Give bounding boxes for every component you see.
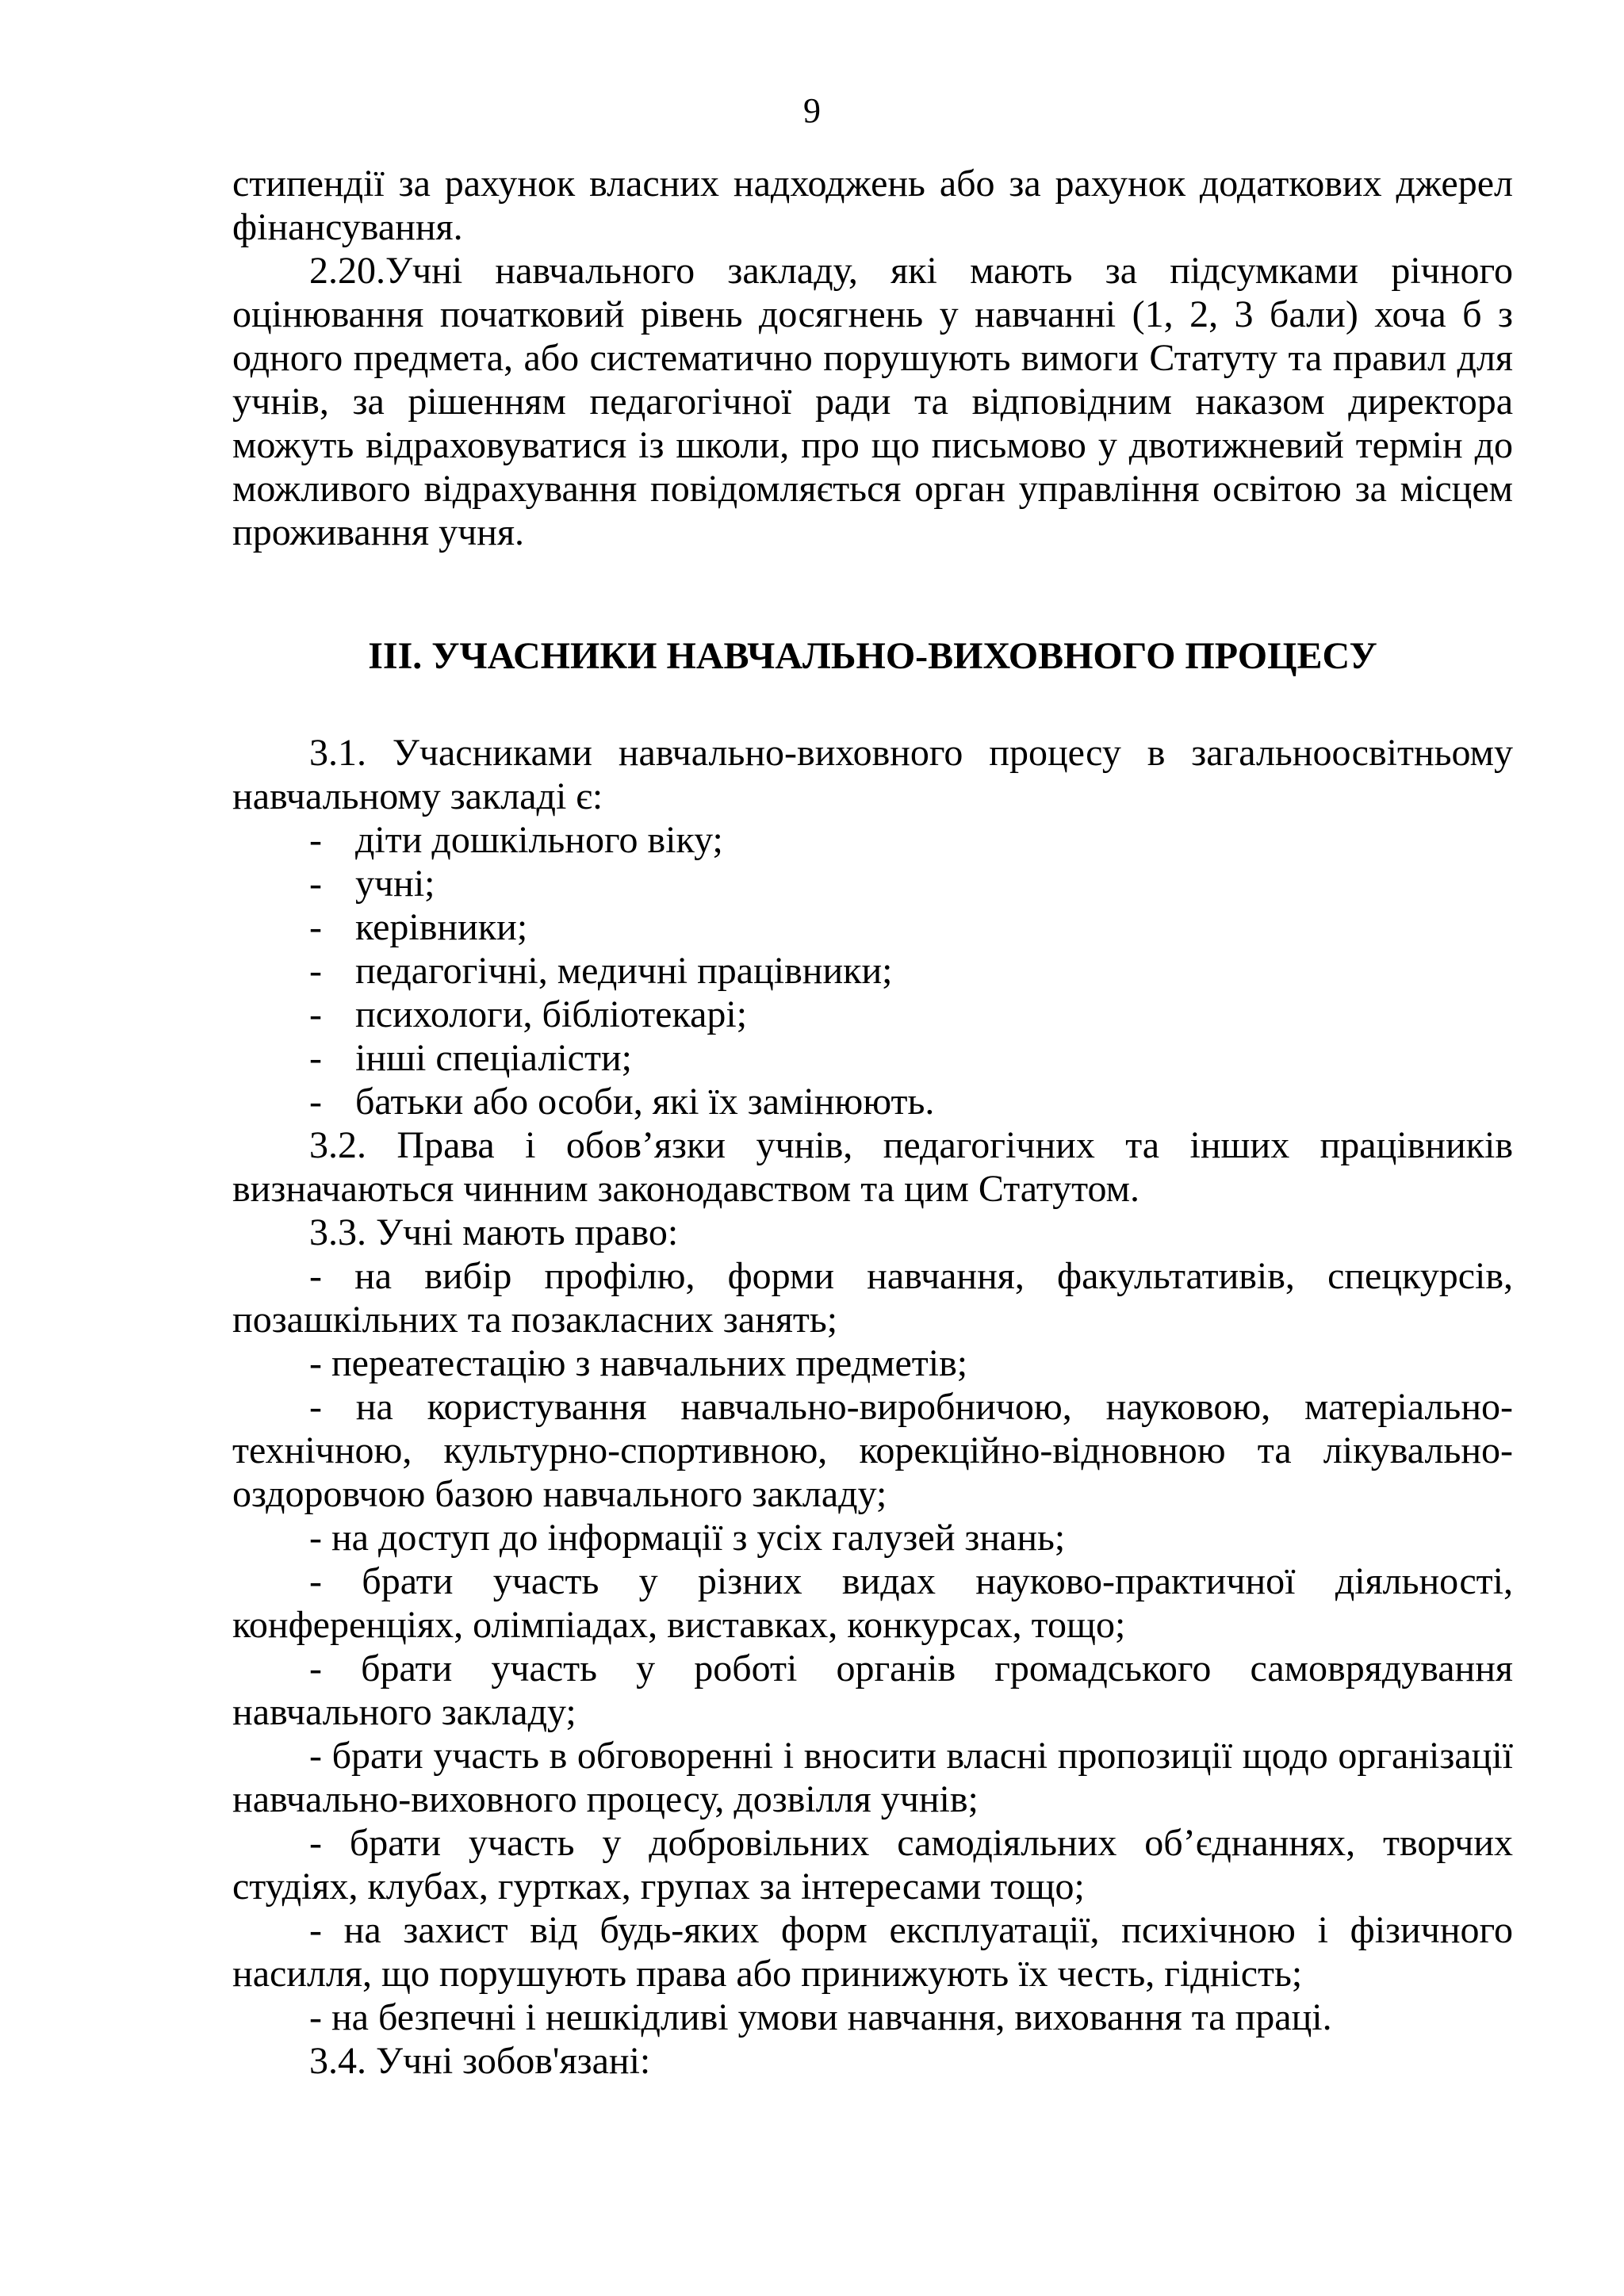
list-item: - керівники; [309, 906, 528, 948]
paragraph-3-2: 3.2. Права і обов’язки учнів, педагогічних та інших працівників визначаються чинним законодавством та цим Статутом. [232, 1124, 1513, 1210]
right-item: - переатестацію з навчальних предметів; [309, 1342, 968, 1384]
right-item: - на доступ до інформації з усіх галузей знань; [309, 1517, 1066, 1559]
section-heading: ІІІ. УЧАСНИКИ НАВЧАЛЬНО-ВИХОВНОГО ПРОЦЕСУ [368, 635, 1377, 677]
page-number: 9 [803, 91, 821, 130]
paragraph-2-20: 2.20.Учні навчального закладу, які мають за підсумками річного оцінювання початковий рівень досягнень у навчанні (1, 2, 3 бали) хоча б з одного предмета, або систематично порушують вимоги Статуту та правил для учнів, за рішенням педагогічної ради та відповідним наказом директора можуть відраховуватися із школи, про що письмово у двотижневий термін до можливого відрахування повідомляється орган управління освітою за місцем проживання учня. [232, 250, 1513, 553]
list-item: - батьки або особи, які їх замінюють. [309, 1081, 935, 1123]
right-item: - на захист від будь-яких форм експлуатації, психічною і фізичного насилля, що порушують права або принижують їх честь, гідність; [232, 1909, 1513, 1995]
paragraph-3-1: 3.1. Учасниками навчально-виховного процесу в загальноосвітньому навчальному закладі є: [232, 732, 1513, 817]
list-item: - учні; [309, 863, 435, 905]
right-item: - брати участь у добровільних самодіяльних об’єднаннях, творчих студіях, клубах, гуртках, групах за інтересами тощо; [232, 1822, 1513, 1908]
right-item: - брати участь у різних видах науково-практичної діяльності, конференціях, олімпіадах, виставках, конкурсах, тощо; [232, 1560, 1513, 1646]
paragraph-3-4: 3.4. Учні зобов'язані: [309, 2040, 651, 2082]
paragraph-continuation: стипендії за рахунок власних надходжень або за рахунок додаткових джерел фінансування. [232, 163, 1513, 248]
right-item: - на безпечні і нешкідливі умови навчання, виховання та праці. [309, 1996, 1332, 2038]
list-item: - діти дошкільного віку; [309, 819, 723, 861]
right-item: - на вибір профілю, форми навчання, факультативів, спецкурсів, позашкільних та позакласних занять; [232, 1255, 1513, 1341]
list-item: - психологи, бібліотекарі; [309, 993, 748, 1035]
right-item: - брати участь у роботі органів громадського самоврядування навчального закладу; [232, 1647, 1513, 1733]
list-item: - інші спеціалісти; [309, 1037, 632, 1079]
right-item: - брати участь в обговоренні і вносити власні пропозиції щодо організації навчально-виховного процесу, дозвілля учнів; [232, 1735, 1513, 1820]
list-item: - педагогічні, медичні працівники; [309, 950, 893, 992]
right-item: - на користування навчально-виробничою, науковою, матеріально-технічною, культурно-спортивною, корекційно-відновною та лікувально-оздоровчою базою навчального закладу; [232, 1386, 1513, 1515]
paragraph-3-3: 3.3. Учні мають право: [309, 1211, 679, 1253]
